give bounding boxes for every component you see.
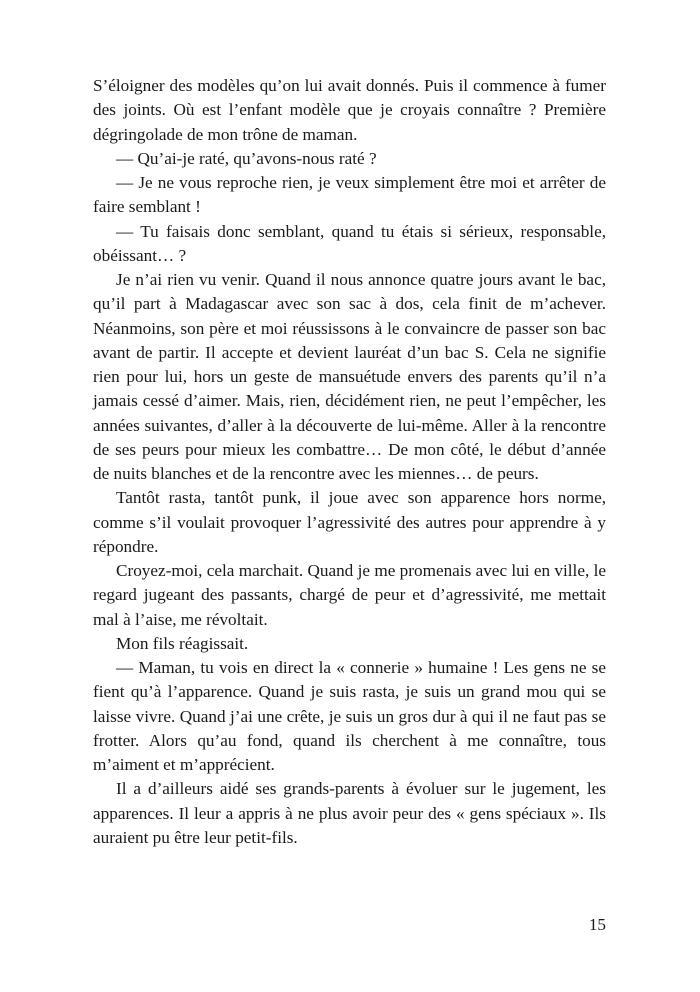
paragraph: — Qu’ai-je raté, qu’avons-nous raté ? — [116, 148, 377, 168]
paragraph: — Je ne vous reproche rien, je veux simplement être moi et arrêter de faire semblant ! — [93, 173, 606, 217]
paragraph: Tantôt rasta, tantôt punk, il joue avec son apparence hors norme, comme s’il voulait provoquer l’agressivité des autres pour apprendre à y répondre. — [93, 488, 606, 556]
page-body — [93, 74, 606, 850]
paragraph: Mon fils réagissait. — [116, 633, 249, 653]
paragraph: — Tu faisais donc semblant, quand tu étais si sérieux, responsable, obéissant… ? — [93, 221, 606, 265]
paragraph: Il a d’ailleurs aidé ses grands-parents à évoluer sur le jugement, les apparences. Il leur a appris à ne plus avoir peur des « gens spéciaux ». Ils auraient pu être leur petit-fils. — [93, 779, 606, 847]
page-number: 15 — [588, 915, 606, 934]
paragraph: Croyez-moi, cela marchait. Quand je me promenais avec lui en ville, le regard jugeant des passants, chargé de peur et d’agressivité, me mettait mal à l’aise, me révoltait. — [93, 561, 606, 629]
paragraph: S’éloigner des modèles qu’on lui avait donnés. Puis il commence à fumer des joints. Où est l’enfant modèle que je croyais connaître ? Première dégringolade de mon trône de maman. — [93, 76, 606, 144]
paragraph: Je n’ai rien vu venir. Quand il nous annonce quatre jours avant le bac, qu’il part à Madagascar avec son sac à dos, cela finit de m’achever. Néanmoins, son père et moi réussissons à le convaincre de passer son bac avant de partir. Il accepte et devient lauréat d’un bac S. Cela ne signifie rien pour lui, hors un geste de mansuétude envers des parents qu’il n’a jamais cessé d’aimer. Mais, rien, décidément rien, ne peut l’empêcher, les années suivantes, d’aller à la découverte de lui-même. Aller à la rencontre de ses peurs pour mieux les combattre… De mon côté, le début d’année de nuits blanches et de la rencontre avec les miennes… de peurs. — [93, 270, 606, 483]
paragraph: — Maman, tu vois en direct la « connerie » humaine ! Les gens ne se fient qu’à l’apparence. Quand je suis rasta, je suis un grand mou qui se laisse vivre. Quand j’ai une crête, je suis un gros dur à qui il ne faut pas se frotter. Alors qu’au fond, quand ils cherchent à me connaître, tous m’aiment et m’apprécient. — [93, 658, 606, 774]
